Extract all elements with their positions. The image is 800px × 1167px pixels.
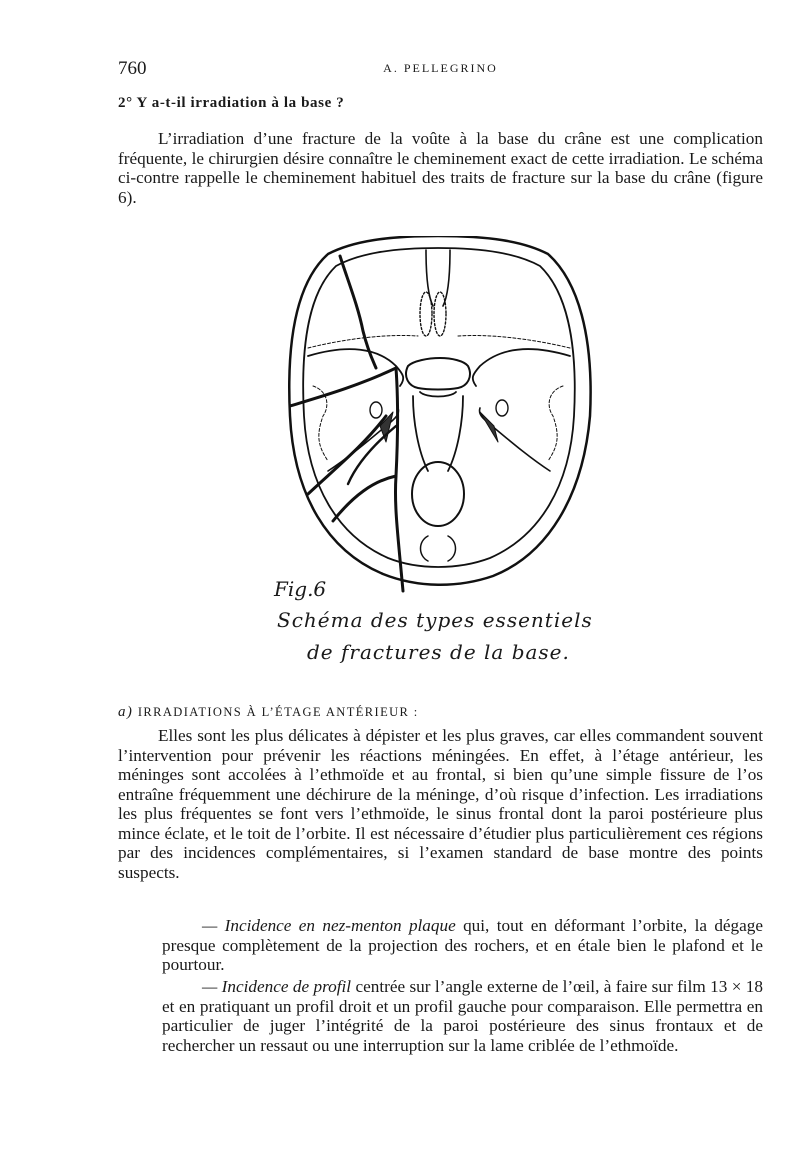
subsection-heading (118, 704, 419, 721)
figure-label: Fig.6 (274, 577, 327, 601)
anterior-fossa-border (308, 336, 570, 349)
paragraph-intro: L’irradiation d’une fracture de la voûte à la base du crâne est une complication fréquente, le chirurgien désire connaître le cheminement exact de cette irradiation. Le schéma ci-contre rappelle le cheminement habituel des traits de fracture sur la base du crâne (figure 6). (118, 129, 763, 207)
condyle-right (448, 536, 456, 561)
page-number: 760 (118, 58, 147, 79)
profil-text: centrée sur l’angle externe de l’œil, à faire sur film 13 × 18 et en pratiquant un profil droit et un profil gauche pour comparaison. Elle permettra en particulier de juger l’intégrité de la paroi postérieure des sinus frontaux et de rechercher un ressaut ou une interruption sur la lame criblée de l’ethmoïde. (162, 977, 763, 1055)
figure-caption (262, 572, 622, 672)
sella-floor (420, 392, 456, 397)
petrous-ridge-right (480, 408, 551, 471)
clivus (413, 396, 463, 471)
foramen-ovale-right (496, 400, 508, 416)
running-head: A. PELLEGRINO (383, 61, 498, 75)
skull-inner-contour (303, 248, 575, 567)
middle-fossa-right (548, 386, 563, 461)
paragraph-nez-menton (162, 916, 763, 975)
fracture-line-2 (290, 368, 396, 406)
fracture-line-4 (395, 368, 403, 591)
nez-menton-lead: — Incidence en nez-menton plaque (202, 916, 456, 935)
fracture-line-5 (333, 476, 396, 521)
frontal-sinus-right (434, 292, 446, 336)
sella-turcica (406, 358, 470, 390)
caption-line-1: Schéma des types essentiels (277, 608, 593, 632)
condyle-left (421, 536, 429, 561)
paragraph-anterior: Elles sont les plus délicates à dépister et les plus graves, car elles commandent souvent l’intervention pour prévenir les réactions méningées. En effet, à l’étage antérieur, les méninges sont accolées à l’ethmoïde et au frontal, si bien qu’une simple fissure de l’os entraîne fréquemment une déchirure de la méninge, d’où risque d’infection. Les irradiations les plus fréquentes se font vers l’ethmoïde, le sinus frontal dont la paroi postérieure plus mince éclate, et le toit de l’orbite. Il est nécessaire d’étudier plus particulièrement ces régions par des incidences complémentaires, si l’examen standard de base montre des points suspects. (118, 726, 763, 882)
subsection-title: IRRADIATIONS À L’ÉTAGE ANTÉRIEUR : (137, 705, 419, 719)
foramen-ovale-left (370, 402, 382, 418)
nez-menton-text: qui, tout en déformant l’orbite, la dégage presque complètement de la projection des rochers, et en étale bien le plafond et le pourtour. (162, 916, 764, 974)
paragraph-profil (162, 977, 763, 1055)
fracture-line-1 (340, 256, 376, 368)
skull-base-diagram (268, 236, 608, 616)
sphenoid-ridge-right (473, 349, 570, 386)
section-title: 2° Y a-t-il irradiation à la base ? (118, 95, 345, 111)
fracture-line-3 (308, 416, 386, 494)
skull-outer-contour (289, 236, 590, 585)
profil-lead: — Incidence de profil (202, 977, 352, 996)
page-header (118, 58, 763, 82)
subsection-label: a) (118, 704, 134, 720)
sphenoid-ridge-left (308, 349, 403, 386)
petrous-hatch-right (480, 412, 498, 442)
caption-line-2: de fractures de la base. (307, 640, 570, 664)
foramen-magnum (412, 462, 464, 526)
